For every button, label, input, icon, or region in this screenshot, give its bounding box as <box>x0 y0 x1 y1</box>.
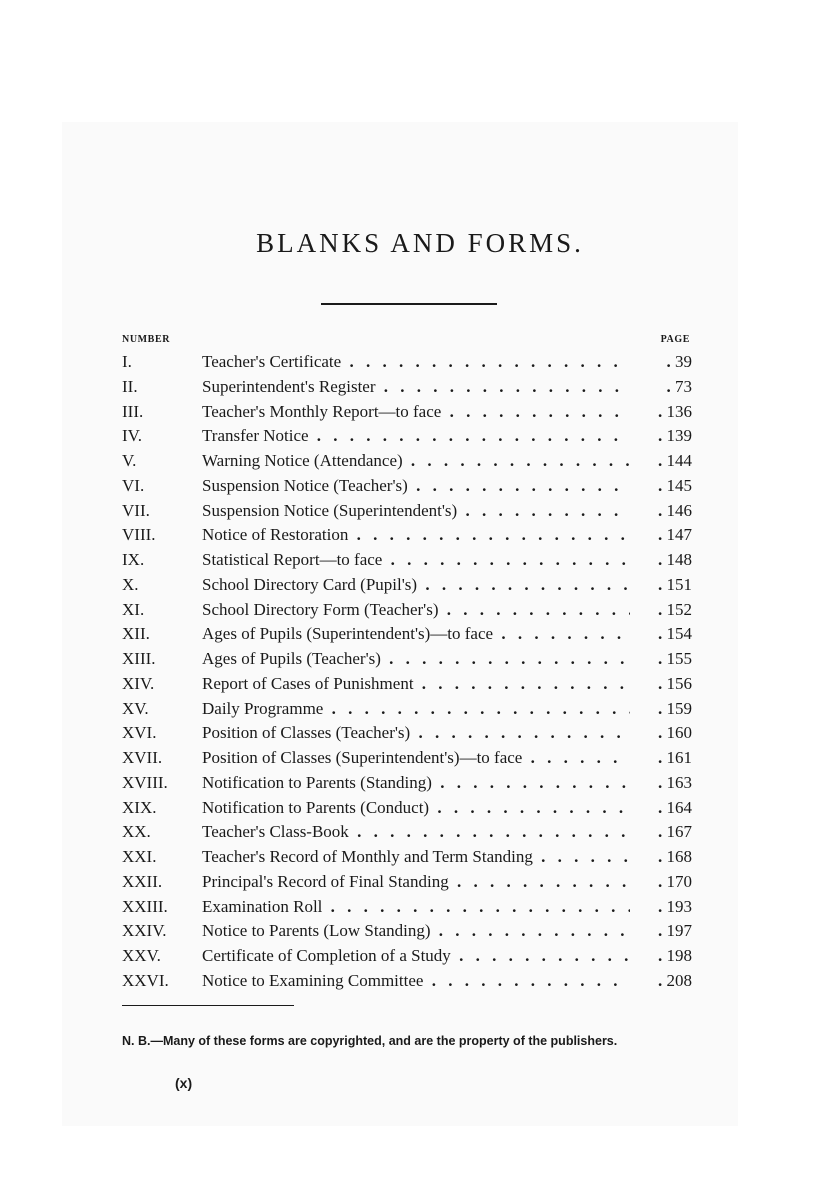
entry-number: V. <box>122 451 137 470</box>
entry-title: School Directory Card (Pupil's) . . <box>202 573 630 598</box>
entry-page: . 154 <box>636 622 692 647</box>
entry-title: Notification to Parents (Standing) . . <box>202 771 630 796</box>
entry-number: III. <box>122 401 144 421</box>
entry-page: . 139 <box>636 424 692 449</box>
list-item <box>122 845 692 870</box>
list-item <box>122 647 692 672</box>
entry-page: . 148 <box>636 548 692 573</box>
title-divider <box>321 303 497 305</box>
entry-number: XIV. <box>122 673 155 693</box>
entry-page: . 145 <box>636 474 692 499</box>
entry-page: . 163 <box>636 771 692 796</box>
entry-title: Warning Notice (Attendance) . . <box>202 449 630 474</box>
entry-title: Teacher's Class-Book . . <box>202 820 630 845</box>
entry-number: XVI. <box>122 723 157 743</box>
entry-page: . 193 <box>636 895 692 920</box>
number-column-header: NUMBER <box>122 334 171 345</box>
page-title: BLANKS AND FORMS. <box>256 228 584 258</box>
footnote-divider <box>122 1005 294 1006</box>
entry-page: . 147 <box>636 523 692 548</box>
list-item <box>122 424 692 449</box>
list-item <box>122 746 692 771</box>
entry-number: XXIII. <box>122 896 168 916</box>
entry-number: XXIV. <box>122 921 167 941</box>
entry-number: XXV. <box>122 946 161 965</box>
entry-page: . 136 <box>636 400 692 425</box>
entry-title: Statistical Report—to face . . <box>202 548 630 573</box>
entry-title: Notice to Parents (Low Standing) . . <box>202 919 630 944</box>
entry-number: II. <box>122 376 138 396</box>
entry-page: . 152 <box>636 598 692 623</box>
entry-page: . 167 <box>636 820 692 845</box>
entry-title: Report of Cases of Punishment . . <box>202 672 630 697</box>
entry-page: . 155 <box>636 647 692 672</box>
entry-title: Suspension Notice (Superintendent's) . . <box>202 499 630 524</box>
forms-list <box>122 350 692 994</box>
entry-number: VII. <box>122 500 150 520</box>
entry-number: XVIII. <box>122 772 168 792</box>
entry-title: Transfer Notice . . <box>202 424 630 449</box>
entry-page: . 144 <box>636 449 692 474</box>
entry-page: . 39 <box>636 350 692 375</box>
entry-number: VI. <box>122 475 145 495</box>
entry-title: Notice of Restoration . . <box>202 523 630 548</box>
list-item <box>122 771 692 796</box>
page-number: (x) <box>175 1075 193 1091</box>
entry-title: School Directory Form (Teacher's) . . <box>202 598 630 623</box>
entry-number: XII. <box>122 624 150 644</box>
list-item <box>122 598 692 623</box>
entry-page: . 156 <box>636 672 692 697</box>
entry-title: Principal's Record of Final Standing . . <box>202 870 630 895</box>
entry-title: Teacher's Record of Monthly and Term Standing . . <box>202 845 630 870</box>
list-item <box>122 449 692 474</box>
entry-page: . 164 <box>636 796 692 821</box>
entry-number: XI. <box>122 599 145 619</box>
entry-page: . 170 <box>636 870 692 895</box>
entry-number: IV. <box>122 426 142 446</box>
entry-page: . 198 <box>636 944 692 969</box>
entry-number: I. <box>122 352 132 371</box>
entry-title: Notice to Examining Committee . . <box>202 969 630 994</box>
page-column-header: PAGE <box>660 334 690 345</box>
entry-number: XVII. <box>122 748 163 767</box>
entry-title: Certificate of Completion of a Study . . <box>202 944 630 969</box>
entry-number: XV. <box>122 698 149 718</box>
entry-page: . 160 <box>636 721 692 746</box>
list-item <box>122 820 692 845</box>
entry-page: . 161 <box>636 746 692 771</box>
entry-number: VIII. <box>122 525 156 545</box>
list-item <box>122 672 692 697</box>
list-item <box>122 400 692 425</box>
list-item <box>122 622 692 647</box>
entry-title: Suspension Notice (Teacher's) . . <box>202 474 630 499</box>
entry-page: . 159 <box>636 697 692 722</box>
list-item <box>122 548 692 573</box>
entry-title: Teacher's Certificate . . <box>202 350 630 375</box>
list-item <box>122 375 692 400</box>
entry-number: XXVI. <box>122 970 169 990</box>
entry-title: Ages of Pupils (Superintendent's)—to face . . <box>202 622 630 647</box>
entry-page: . 146 <box>636 499 692 524</box>
entry-title: Notification to Parents (Conduct) . . <box>202 796 630 821</box>
entry-title: Examination Roll . . <box>202 895 630 920</box>
list-item <box>122 919 692 944</box>
entry-page: . 168 <box>636 845 692 870</box>
entry-title: Teacher's Monthly Report—to face . . <box>202 400 630 425</box>
list-item <box>122 969 692 994</box>
entry-number: IX. <box>122 550 145 569</box>
entry-number: XIII. <box>122 649 156 668</box>
footnote: N. B.—Many of these forms are copyrighted, and are the property of the publishers. <box>122 1034 618 1048</box>
entry-page: . 73 <box>636 375 692 400</box>
entry-number: XIX. <box>122 797 157 817</box>
list-item <box>122 523 692 548</box>
entry-number: XX. <box>122 822 151 842</box>
entry-page: . 151 <box>636 573 692 598</box>
entry-title: Position of Classes (Superintendent's)—to face . . <box>202 746 630 771</box>
entry-title: Daily Programme . . <box>202 697 630 722</box>
list-item <box>122 573 692 598</box>
entry-title: Position of Classes (Teacher's) . . <box>202 721 630 746</box>
entry-number: XXI. <box>122 847 157 866</box>
entry-page: . 208 <box>636 969 692 994</box>
list-item <box>122 350 692 375</box>
list-item <box>122 499 692 524</box>
list-item <box>122 697 692 722</box>
entry-number: X. <box>122 574 139 594</box>
list-item <box>122 796 692 821</box>
list-item <box>122 721 692 746</box>
entry-title: Superintendent's Register . . <box>202 375 630 400</box>
list-item <box>122 944 692 969</box>
list-item <box>122 474 692 499</box>
list-item <box>122 870 692 895</box>
list-item <box>122 895 692 920</box>
entry-title: Ages of Pupils (Teacher's) . . <box>202 647 630 672</box>
entry-page: . 197 <box>636 919 692 944</box>
entry-number: XXII. <box>122 871 163 891</box>
